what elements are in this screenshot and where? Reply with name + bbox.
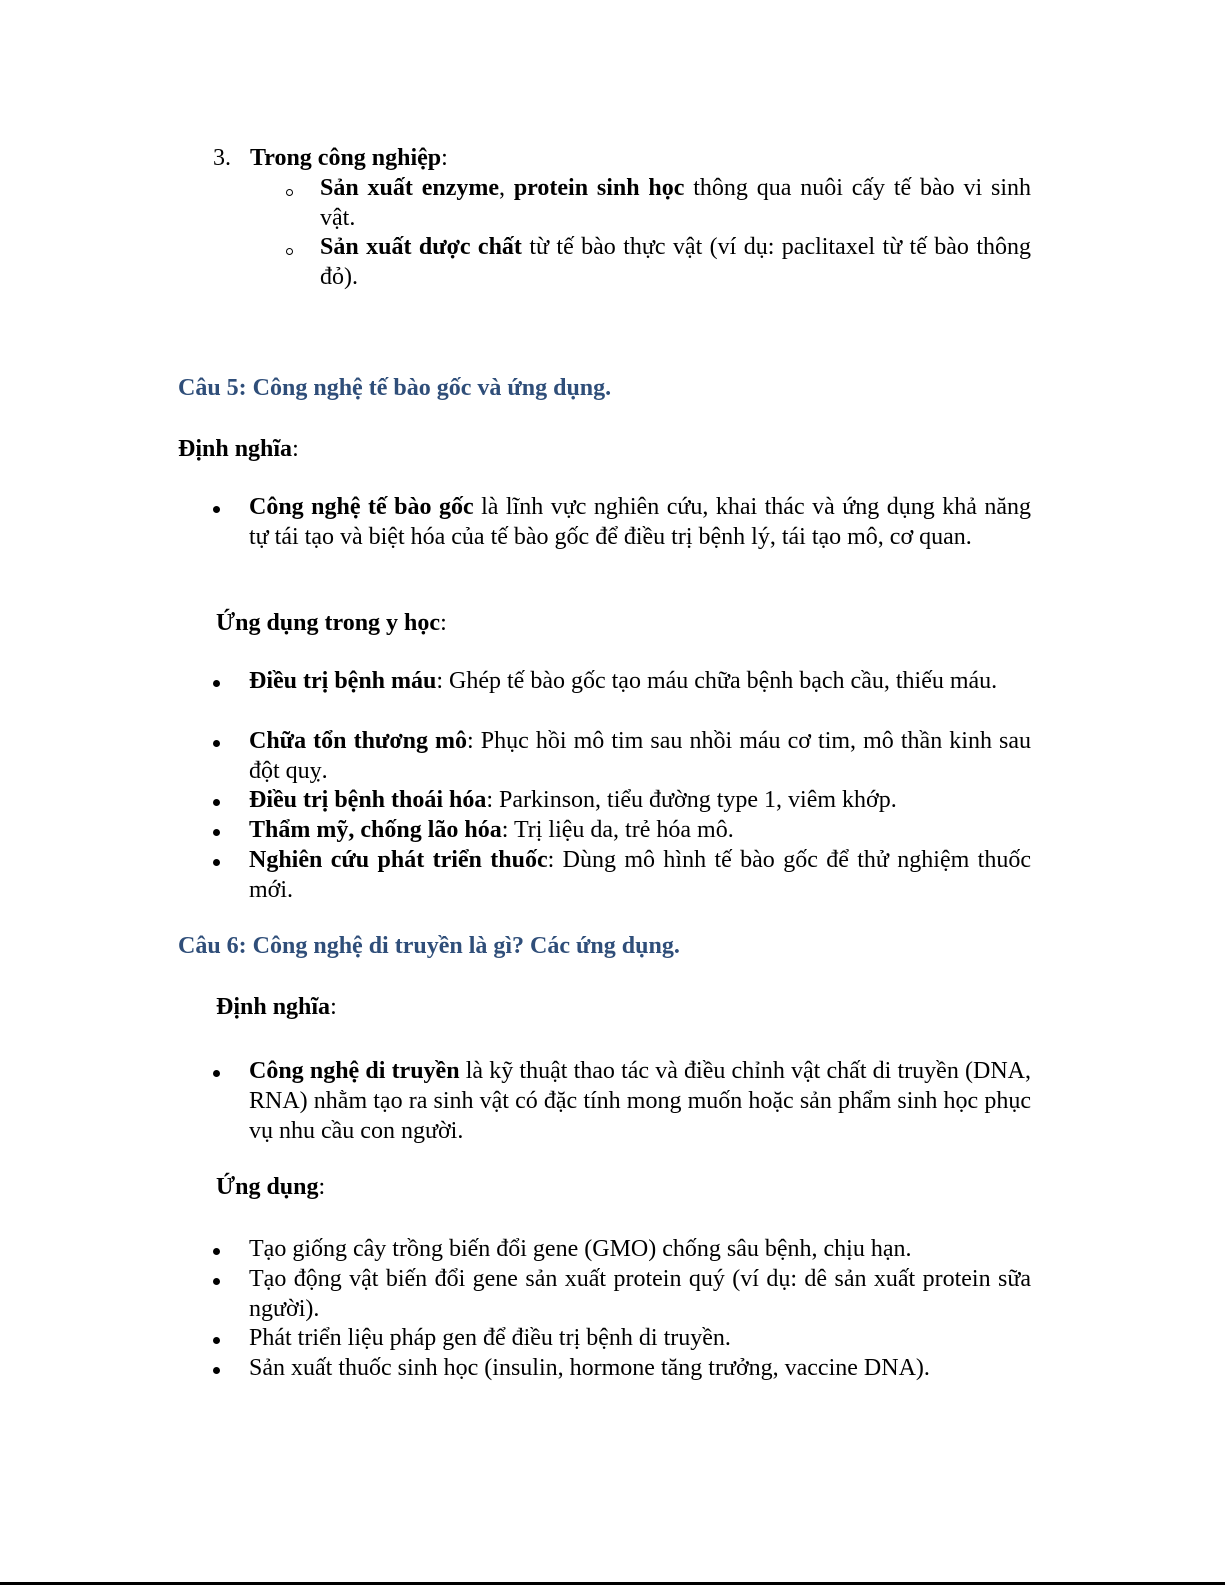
bullet-icon xyxy=(213,859,220,866)
applications-label: Ứng dụng: xyxy=(216,1174,326,1200)
list-number: 3. xyxy=(213,145,231,171)
section-heading: Câu 5: Công nghệ tế bào gốc và ứng dụng. xyxy=(178,375,612,401)
list-item: Sản xuất enzyme, protein sinh học thông qua nuôi cấy tế bào vi sinh vật. xyxy=(320,175,1031,231)
bullet-icon xyxy=(213,1367,220,1374)
section-heading: Câu 6: Công nghệ di truyền là gì? Các ứng dụng. xyxy=(178,933,680,959)
definition-label: Định nghĩa: xyxy=(178,436,299,462)
circle-bullet-icon xyxy=(286,189,293,196)
circle-bullet-icon xyxy=(286,248,293,255)
bullet-icon xyxy=(213,829,220,836)
list-item: Công nghệ di truyền là kỹ thuật thao tác và điều chỉnh vật chất di truyền (DNA, RNA) nhằm tạo ra sinh vật có đặc tính mong muốn hoặc sản phẩm sinh học phục vụ nhu cầu con người. xyxy=(249,1058,1031,1144)
industry-title: Trong công nghiệp: xyxy=(250,145,448,171)
bullet-icon xyxy=(213,1070,220,1077)
bullet-icon xyxy=(213,799,220,806)
list-item: Nghiên cứu phát triển thuốc: Dùng mô hình tế bào gốc để thử nghiệm thuốc mới. xyxy=(249,847,1031,903)
list-item: Công nghệ tế bào gốc là lĩnh vực nghiên cứu, khai thác và ứng dụng khả năng tự tái tạo và biệt hóa của tế bào gốc để điều trị bệnh lý, tái tạo mô, cơ quan. xyxy=(249,494,1032,550)
list-item: Sản xuất thuốc sinh học (insulin, hormone tăng trưởng, vaccine DNA). xyxy=(249,1355,930,1381)
list-item: Thẩm mỹ, chống lão hóa: Trị liệu da, trẻ hóa mô. xyxy=(249,817,734,843)
bullet-icon xyxy=(213,740,220,747)
bullet-icon xyxy=(213,680,220,687)
applications-label: Ứng dụng trong y học: xyxy=(216,610,447,636)
list-item: Sản xuất dược chất từ tế bào thực vật (ví dụ: paclitaxel từ tế bào thông đỏ). xyxy=(320,234,1031,290)
industry-title-text: Trong công nghiệp xyxy=(250,145,442,171)
bullet-icon xyxy=(213,1248,220,1255)
bullet-icon xyxy=(213,1278,220,1285)
list-item: Phát triển liệu pháp gen để điều trị bệnh di truyền. xyxy=(249,1325,731,1351)
list-item: Chữa tổn thương mô: Phục hồi mô tim sau nhồi máu cơ tim, mô thần kinh sau đột quỵ. xyxy=(249,728,1032,784)
list-item: Điều trị bệnh máu: Ghép tế bào gốc tạo máu chữa bệnh bạch cầu, thiếu máu. xyxy=(249,668,998,694)
bullet-icon xyxy=(213,506,220,513)
list-item: Điều trị bệnh thoái hóa: Parkinson, tiểu đường type 1, viêm khớp. xyxy=(249,787,897,813)
definition-label: Định nghĩa: xyxy=(216,994,337,1020)
bullet-icon xyxy=(213,1337,220,1344)
list-item: Tạo động vật biến đổi gene sản xuất protein quý (ví dụ: dê sản xuất protein sữa người). xyxy=(249,1266,1031,1322)
list-item: Tạo giống cây trồng biến đổi gene (GMO) chống sâu bệnh, chịu hạn. xyxy=(249,1236,912,1262)
